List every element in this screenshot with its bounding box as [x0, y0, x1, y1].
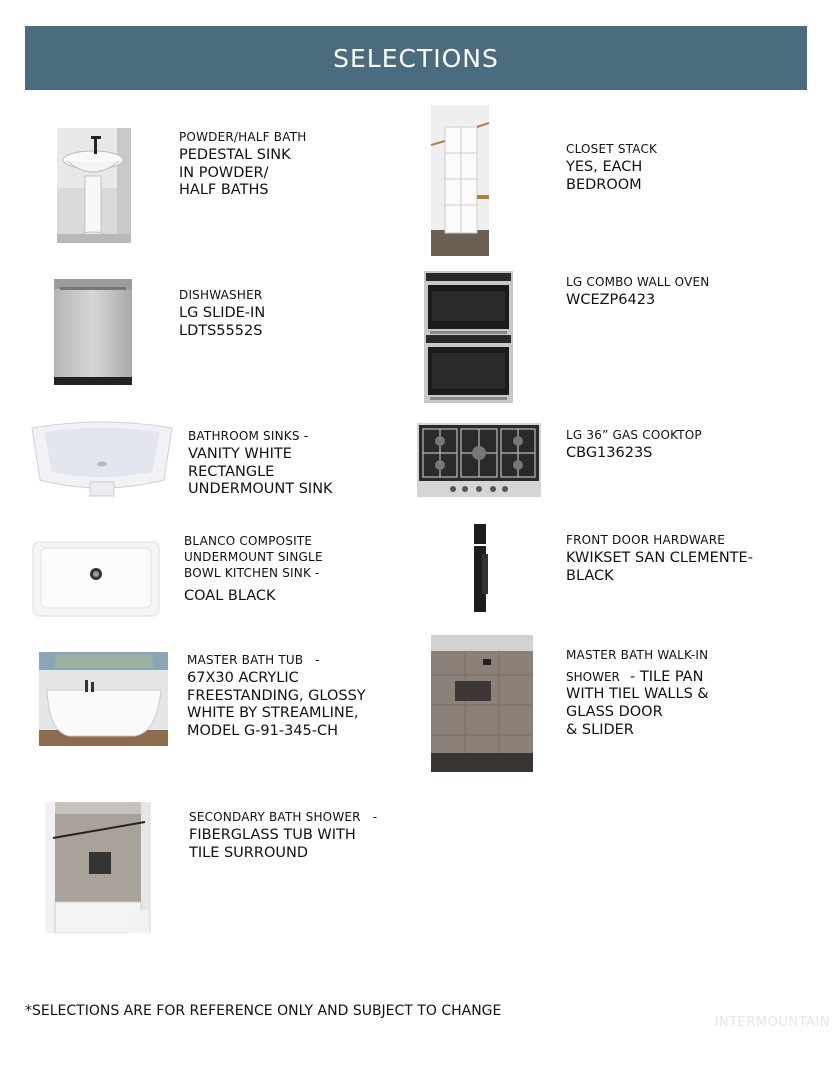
closet-shelving-image	[431, 105, 489, 256]
pedestal-sink-image	[57, 128, 131, 243]
page-header-banner	[25, 26, 807, 90]
label-powder-half-bath: POWDER/HALF BATH PEDESTAL SINK IN POWDER/ HALF BATHS	[179, 130, 307, 199]
watermark: INTERMOUNTAIN	[714, 1015, 830, 1030]
wall-oven-image	[424, 271, 513, 403]
label-bathroom-sinks: BATHROOM SINKS - VANITY WHITE RECTANGLE UNDERMOUNT SINK	[188, 429, 333, 498]
label-kitchen-sink: BLANCO COMPOSITE UNDERMOUNT SINGLE BOWL KITCHEN SINK - COAL BLACK	[184, 534, 323, 604]
dishwasher-image	[54, 279, 132, 385]
label-dishwasher: DISHWASHER LG SLIDE-IN LDTS5552S	[179, 288, 266, 339]
shower-line: SHOWER - TILE PAN	[566, 669, 704, 685]
label-front-door-hardware: FRONT DOOR HARDWARE KWIKSET SAN CLEMENTE- BLACK	[566, 533, 753, 584]
gas-cooktop-image	[417, 423, 541, 497]
freestanding-tub-image	[39, 652, 168, 746]
label-secondary-bath-shower: SECONDARY BATH SHOWER - FIBERGLASS TUB WITH TILE SURROUND	[189, 810, 378, 861]
door-hardware-image	[470, 522, 490, 614]
label-master-bath-walk-in: MASTER BATH WALK-IN SHOWER - TILE PAN WITH TIEL WALLS & GLASS DOOR & SLIDER	[566, 648, 786, 739]
label-gas-cooktop: LG 36” GAS COOKTOP CBG13623S	[566, 428, 702, 461]
bathroom-sink-image	[28, 420, 176, 500]
label-master-bath-tub: MASTER BATH TUB - 67X30 ACRYLIC FREESTANDING, GLOSSY WHITE BY STREAMLINE, MODEL G-91-345-CH	[187, 653, 366, 740]
disclaimer-footer: *SELECTIONS ARE FOR REFERENCE ONLY AND SUBJECT TO CHANGE	[25, 1003, 502, 1019]
secondary-shower-image	[45, 802, 151, 933]
walk-in-shower-image	[431, 635, 533, 772]
kitchen-sink-image	[31, 540, 161, 618]
label-wall-oven: LG COMBO WALL OVEN WCEZP6423	[566, 275, 710, 308]
page-title: SELECTIONS	[333, 43, 499, 73]
label-closet-stack: CLOSET STACK YES, EACH BEDROOM	[566, 142, 658, 193]
